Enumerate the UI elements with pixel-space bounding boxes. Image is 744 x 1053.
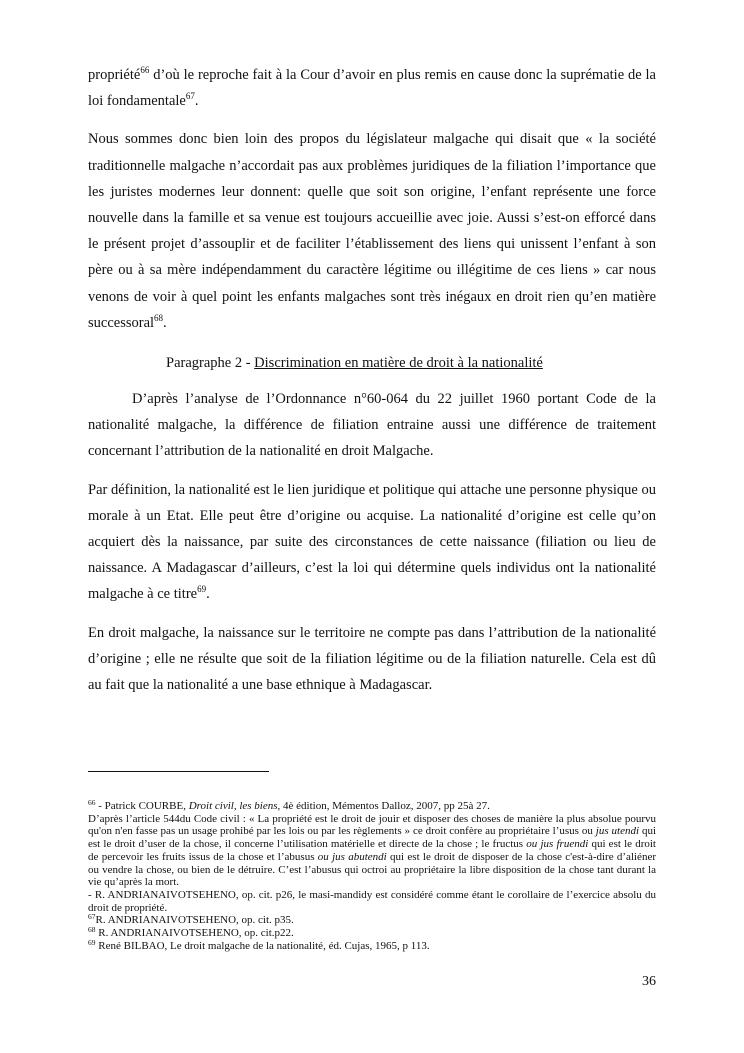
- page-number: 36: [642, 974, 656, 989]
- text: d’où le reproche fait à la Cour d’avoir en plus remis en cause donc la suprématie de la loi fondamentale: [88, 67, 656, 110]
- text: René BILBAO, Le droit malgache de la nationalité, éd. Cujas, 1965, p 113.: [95, 939, 430, 952]
- text: .: [163, 314, 167, 331]
- text: Par définition, la nationalité est le lien juridique et politique qui attache une personne physique ou morale à un Etat. Elle peut être d’origine ou acquise. La nationalité d’origine est celle qu’on acquiert dès la naissance, par suite des circonstances de cette naissance (filiation ou lieu de naissance. A Madagascar d’ailleurs, c’est la loi qui détermine quels individus ont la nationalité malgache à ce titre: [88, 481, 656, 603]
- paragraph-1: [88, 62, 656, 114]
- text: Nous sommes donc bien loin des propos du législateur malgache qui disait que « la société traditionnelle malgache n’accordait pas aux problèmes juridiques de la filiation l’importance que les juristes modernes leur donnent: quelle que soit son origine, l’enfant représente une force nouvelle dans la famille et sa venue est toujours accueillie avec joie. Aussi s’est-on efforcé dans le présent projet d’assouplir et de faciliter l’établissement des liens qui unissent l’enfant à son père ou à sa mère indépendamment du caractère légitime ou illégitime de ces liens » car nous venons de voir à quel point les enfants malgaches sont très inégaux en droit rien qu’en matière successoral: [88, 131, 656, 331]
- footnote-ref-66[interactable]: 66: [140, 65, 150, 75]
- text: - Patrick COURBE,: [95, 800, 189, 812]
- page-body: [88, 62, 656, 698]
- footnote-ref-67[interactable]: 67: [185, 91, 195, 102]
- footnotes: [88, 800, 656, 952]
- footnote-number: 68: [88, 925, 96, 935]
- text: R. ANDRIANAIVOTSEHENO, op. cit.p22.: [95, 927, 294, 940]
- text: propriété: [88, 67, 141, 83]
- heading-title: Discrimination en matière de droit à la nationalité: [254, 355, 543, 372]
- footnote-66-article: [88, 813, 656, 889]
- book-title: Droit civil, les biens: [188, 800, 278, 812]
- latin-term: ou jus abutendi: [317, 850, 387, 863]
- footnote-66: [88, 800, 656, 813]
- footnote-number: 69: [88, 937, 96, 947]
- footnote-69: [88, 937, 656, 953]
- text: D’après l’article 544du Code civil : « La propriété est le droit de jouir et disposer des choses de manière la plus absolue pourvu qu'on n'en fasse pas un usage prohibé par les lois ou par les règlements » ce droit confère au propriétaire l’usus ou: [88, 812, 656, 838]
- footnote-number: 66: [88, 798, 96, 807]
- text: , 4è édition, Mémentos Dalloz, 2007, pp 25à 27.: [277, 800, 490, 812]
- text: qui est le droit de disposer de la chose c'est-à-dire d’aliéner ou vendre la chose, ou bien de le détruire. C’est l’abusus qui octroi au propriétaire la libre disposition de la chose tant durant la vie qu’après la mort.: [88, 850, 656, 889]
- footnote-separator: [88, 771, 269, 772]
- text: qui est le droit d’user de la chose, il concerne l’utilisation matérielle et directe de la chose ; le fructus: [88, 825, 656, 851]
- footnote-ref-68[interactable]: 68: [154, 312, 164, 323]
- footnote-67: [88, 914, 656, 927]
- footnote-68: [88, 927, 656, 940]
- text: .: [194, 93, 199, 110]
- section-heading: [88, 350, 656, 376]
- footnote-66-ref: - R. ANDRIANAIVOTSEHENO, op. cit. p26, le masi-mandidy est considéré comme étant le corollaire de l’exercice absolu du droit de propriété.: [88, 888, 656, 914]
- text: R. ANDRIANAIVOTSEHENO, op. cit. p35.: [95, 914, 294, 927]
- text: .: [206, 586, 210, 603]
- paragraph-2: [88, 126, 656, 336]
- footnote-ref-69[interactable]: 69: [197, 584, 207, 595]
- latin-term: jus utendi: [595, 825, 640, 838]
- text: qui est le droit de percevoir les fruits issus de la chose et l’abusus: [88, 838, 656, 863]
- paragraph-3: D’après l’analyse de l’Ordonnance n°60-064 du 22 juillet 1960 portant Code de la nationalité malgache, la différence de filiation entraine aussi une différence de traitement concernant l’attribution de la nationalité en droit Malgache.: [88, 391, 656, 460]
- heading-prefix: Paragraphe 2 -: [166, 355, 255, 372]
- latin-term: ou jus fruendi: [526, 838, 589, 851]
- paragraph-5: En droit malgache, la naissance sur le territoire ne compte pas dans l’attribution de la nationalité d’origine ; elle ne résulte que soit de la filiation légitime ou de la filiation naturelle. Cela est dû au fait que la nationalité a une base ethnique à Madagascar.: [88, 624, 656, 694]
- paragraph-4: [88, 477, 656, 608]
- footnote-number: 67: [88, 912, 96, 922]
